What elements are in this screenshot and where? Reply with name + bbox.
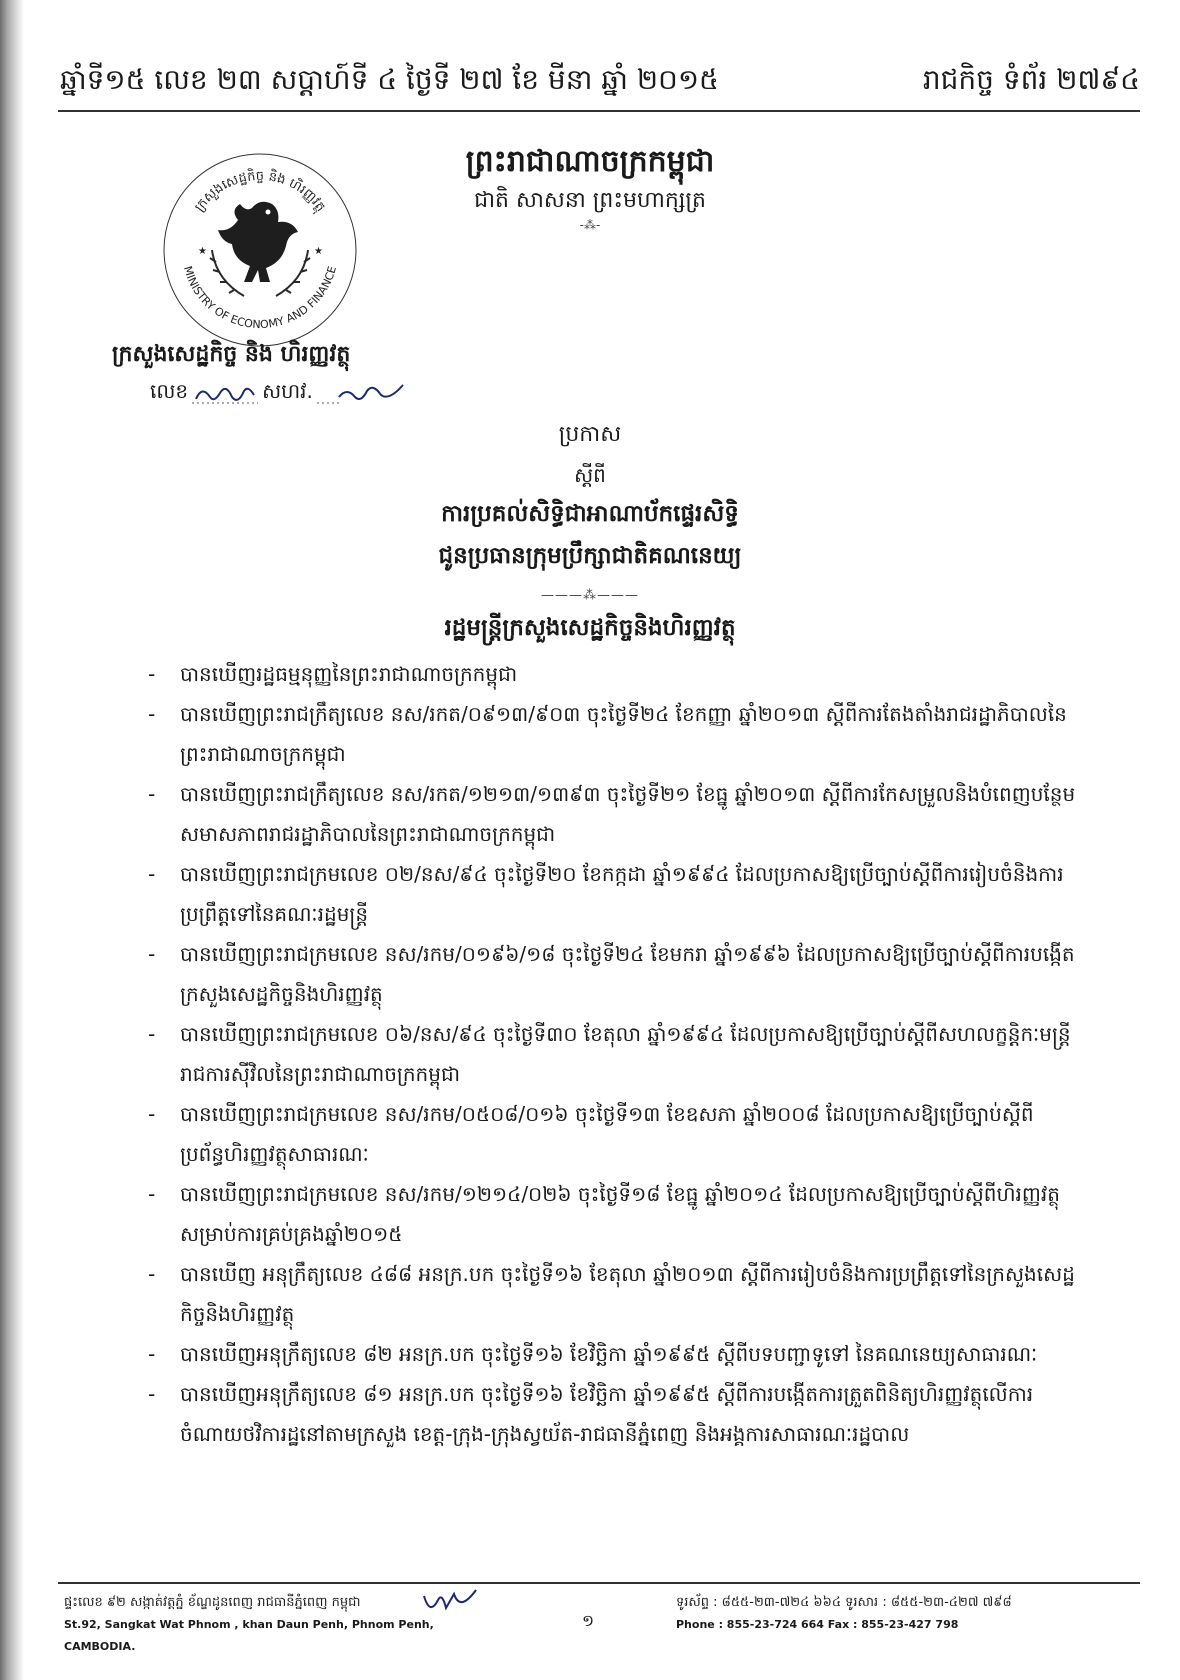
preamble-item: - បានឃើញ អនុក្រឹត្យលេខ ៤៨៨ អនក្រ.បក ចុះថ្ងៃទី១៦ ខែតុលា ឆ្នាំ២០១៣ ស្ដីពីការរៀបចំនិងការប្រព្រឹត្តទៅនៃក្រសួងសេដ្ឋកិច្ចនិងហិរញ្ញវត្ថុ: [148, 1262, 1075, 1326]
preamble-item: - បានឃើញព្រះរាជក្រមលេខ ០៦/នស/៩៤ ចុះថ្ងៃទី៣០ ខែតុលា ឆ្នាំ១៩៩៤ ដែលប្រកាសឱ្យប្រើច្បាប់ស្ដីពីសហលក្ខន្តិកៈមន្ត្រីរាជការស៊ីវិលនៃព្រះរាជាណាចក្រកម្ពុជា: [148, 1022, 1071, 1086]
preamble-item-text: បានឃើញព្រះរាជក្រមលេខ ០២/នស/៩៤ ចុះថ្ងៃទី២០ ខែកក្កដា ឆ្នាំ១៩៩៤ ដែលប្រកាសឱ្យប្រើច្បាប់ស្ដីពីការរៀបចំនិងការប្រព្រឹត្តទៅនៃគណៈរដ្ឋមន្ត្រី: [180, 862, 1064, 926]
preamble-item: - បានឃើញព្រះរាជក្រមលេខ នស/រកម/១២១៤/០២៦ ចុះថ្ងៃទី១៨ ខែធ្នូ ឆ្នាំ២០១៤ ដែលប្រកាសឱ្យប្រើច្បាប់ស្ដីពីហិរញ្ញវត្ថុសម្រាប់ការគ្រប់គ្រងឆ្នាំ២០១៥: [148, 1182, 1060, 1246]
seal-star-left-icon: ★: [198, 246, 207, 257]
reference-number-line: [150, 378, 460, 408]
preamble-item-text: បានឃើញរដ្ឋធម្មនុញ្ញនៃព្រះរាជាណាចក្រកម្ពុជា: [180, 662, 518, 686]
ministry-name: ក្រសួងសេដ្ឋកិច្ច និង ហិរញ្ញវត្ថុ: [112, 342, 351, 367]
header-rule: [58, 110, 1140, 112]
preamble-item: - បានឃើញព្រះរាជក្រមលេខ ០២/នស/៩៤ ចុះថ្ងៃទី២០ ខែកក្កដា ឆ្នាំ១៩៩៤ ដែលប្រកាសឱ្យប្រើច្បាប់ស្ដីពីការរៀបចំនិងការប្រព្រឹត្តទៅនៃគណៈរដ្ឋមន្ត្រី: [148, 862, 1064, 926]
preamble-item: - បានឃើញព្រះរាជក្រឹត្យលេខ នស/រកត/១២១៣/១៣៩៣ ចុះថ្ងៃទី២១ ខែធ្នូ ឆ្នាំ២០១៣ ស្ដីពីការកែសម្រួលនិងបំពេញបន្ថែមសមាសភាពរាជរដ្ឋាភិបាលនៃព្រះរាជាណាចក្រកម្ពុជា: [148, 782, 1076, 846]
divider-ornament: ———⁂———: [541, 588, 639, 603]
preamble-item-text: បានឃើញព្រះរាជក្រមលេខ ០៦/នស/៩៤ ចុះថ្ងៃទី៣០ ខែតុលា ឆ្នាំ១៩៩៤ ដែលប្រកាសឱ្យប្រើច្បាប់ស្ដីពីសហលក្ខន្តិកៈមន្ត្រីរាជការស៊ីវិលនៃព្រះរាជាណាចក្រកម្ពុជា: [180, 1022, 1071, 1086]
gazette-page-info: រាជកិច្ច ទំព័រ ២៧៩៤: [922, 63, 1140, 96]
document-issuer: រដ្ឋមន្ត្រីក្រសួងសេដ្ឋកិច្ចនិងហិរញ្ញវត្ថុ: [444, 615, 736, 641]
document-about: ស្ដីពី: [574, 463, 606, 487]
preamble-item: - បានឃើញព្រះរាជក្រមលេខ នស/រកម/០៥០៨/០១៦ ចុះថ្ងៃទី១៣ ខែឧសភា ឆ្នាំ២០០៨ ដែលប្រកាសឱ្យប្រើច្បាប់ស្ដីពីប្រព័ន្ធហិរញ្ញវត្ថុសាធារណៈ: [148, 1102, 1034, 1166]
motto-ornament: -⁂-: [579, 218, 601, 232]
gazette-issue-info: ឆ្នាំទី១៥ លេខ ២៣ សប្ដាហ៍ទី ៤ ថ្ងៃទី ២៧ ខែ មីនា ឆ្នាំ ២០១៥: [60, 63, 719, 96]
preamble-item-text: បានឃើញព្រះរាជក្រឹត្យលេខ នស/រកត/១២១៣/១៣៩៣ ចុះថ្ងៃទី២១ ខែធ្នូ ឆ្នាំ២០១៣ ស្ដីពីការកែសម្រួលនិងបំពេញបន្ថែមសមាសភាពរាជរដ្ឋាភិបាលនៃព្រះរាជាណាចក្រកម្ពុជា: [180, 782, 1076, 846]
footer-rule: [58, 1582, 1140, 1584]
ref-number-handwritten: [192, 379, 258, 407]
preamble-item-text: បានឃើញព្រះរាជក្រមលេខ នស/រកម/០៥០៨/០១៦ ចុះថ្ងៃទី១៣ ខែឧសភា ឆ្នាំ២០០៨ ដែលប្រកាសឱ្យប្រើច្បាប់ស្ដីពីប្រព័ន្ធហិរញ្ញវត្ថុសាធារណៈ: [180, 1102, 1034, 1166]
footer-phones-km: ទូរស័ព្ទ : ៨៥៥-២៣-៧២៤ ៦៦៤ ទូរសារ : ៨៥៥-២៣-៤២៧ ៧៩៨: [676, 1595, 1012, 1610]
preamble-item: - បានឃើញព្រះរាជក្រមលេខ នស/រកម/០១៩៦/១៨ ចុះថ្ងៃទី២៤ ខែមករា ឆ្នាំ១៩៩៦ ដែលប្រកាសឱ្យប្រើច្បាប់ស្ដីពីការបង្កើតក្រសួងសេដ្ឋកិច្ចនិងហិរញ្ញវត្ថុ: [148, 942, 1075, 1006]
preamble-item: - បានឃើញរដ្ឋធម្មនុញ្ញនៃព្រះរាជាណាចក្រកម្ពុជា: [148, 662, 518, 686]
preamble-item-text: បានឃើញព្រះរាជក្រឹត្យលេខ នស/រកត/០៩១៣/៩០៣ ចុះថ្ងៃទី២៤ ខែកញ្ញា ឆ្នាំ២០១៣ ស្ដីពីការតែងតាំងរាជរដ្ឋាភិបាលនៃព្រះរាជាណាចក្រកម្ពុជា: [180, 702, 1067, 766]
preamble-item-text: បានឃើញ អនុក្រឹត្យលេខ ៤៨៨ អនក្រ.បក ចុះថ្ងៃទី១៦ ខែតុលា ឆ្នាំ២០១៣ ស្ដីពីការរៀបចំនិងការប្រព្រឹត្តទៅនៃក្រសួងសេដ្ឋកិច្ចនិងហិរញ្ញវត្ថុ: [180, 1262, 1075, 1326]
preamble-item-text: បានឃើញព្រះរាជក្រមលេខ នស/រកម/១២១៤/០២៦ ចុះថ្ងៃទី១៨ ខែធ្នូ ឆ្នាំ២០១៤ ដែលប្រកាសឱ្យប្រើច្បាប់ស្ដីពីហិរញ្ញវត្ថុសម្រាប់ការគ្រប់គ្រងឆ្នាំ២០១៥: [180, 1182, 1060, 1246]
document-subject-line-1: ការប្រគល់សិទ្ធិជាអាណាប័កផ្ទេរសិទ្ធិ: [441, 501, 739, 527]
kingdom-motto: ជាតិ សាសនា ព្រះមហាក្សត្រ: [474, 188, 706, 213]
preamble-item: - បានឃើញអនុក្រឹត្យលេខ ៨១ អនក្រ.បក ចុះថ្ងៃទី១៦ ខែវិច្ឆិកា ឆ្នាំ១៩៩៥ ស្ដីពីការបង្កើតការត្រួតពិនិត្យហិរញ្ញវត្ថុលើការចំណាយថវិការដ្ឋនៅតាមក្រសួង ខេត្ត-ក្រុង-ក្រុងស្វយ័ត-រាជធានីភ្នំពេញ និងអង្គការសាធារណៈរដ្ឋបាល: [148, 1382, 1034, 1446]
seal-text-km: ក្រសួងសេដ្ឋកិច្ច និង ហិរញ្ញវត្ថុ: [192, 168, 329, 215]
document-type: ប្រកាស: [558, 422, 622, 447]
scan-edge-shadow: [0, 0, 24, 1680]
ref-code-handwritten: [317, 379, 407, 407]
preamble-item-text: បានឃើញអនុក្រឹត្យលេខ ៨១ អនក្រ.បក ចុះថ្ងៃទី១៦ ខែវិច្ឆិកា ឆ្នាំ១៩៩៥ ស្ដីពីការបង្កើតការត្រួតពិនិត្យហិរញ្ញវត្ថុលើការចំណាយថវិការដ្ឋនៅតាមក្រសួង ខេត្ត-ក្រុង-ក្រុងស្វយ័ត-រាជធានីភ្នំពេញ និងអង្គការសាធារណៈរដ្ឋបាល: [180, 1382, 1034, 1446]
footer-address-en: St.92, Sangkat Wat Phnom , khan Daun Penh, Phnom Penh, CAMBODIA.: [64, 1618, 434, 1653]
ministry-seal: [160, 150, 360, 350]
preamble-item: - បានឃើញអនុក្រឹត្យលេខ ៨២ អនក្រ.បក ចុះថ្ងៃទី១៦ ខែវិច្ឆិកា ឆ្នាំ១៩៩៥ ស្ដីពីបទបញ្ជាទូទៅ នៃគណនេយ្យសាធារណៈ: [148, 1342, 1038, 1366]
preamble-list: [148, 654, 1082, 1454]
preamble-item: - បានឃើញព្រះរាជក្រឹត្យលេខ នស/រកត/០៩១៣/៩០៣ ចុះថ្ងៃទី២៤ ខែកញ្ញា ឆ្នាំ២០១៣ ស្ដីពីការតែងតាំងរាជរដ្ឋាភិបាលនៃព្រះរាជាណាចក្រកម្ពុជា: [148, 702, 1067, 766]
ref-prefix: លេខ: [150, 379, 189, 403]
document-subject-line-2: ជូនប្រធានក្រុមប្រឹក្សាជាតិគណនេយ្យ: [438, 543, 742, 569]
page-number: ១: [581, 1611, 595, 1630]
seal-star-right-icon: ★: [314, 246, 323, 257]
footer-contacts: [676, 1592, 1116, 1636]
initials-signature: [420, 1586, 480, 1620]
footer-address-km: ផ្ទះលេខ ៩២ សង្កាត់វត្តភ្នំ ខ័ណ្ឌដូនពេញ រាជធានីភ្នំពេញ កម្ពុជា: [64, 1595, 361, 1610]
preamble-item-text: បានឃើញអនុក្រឹត្យលេខ ៨២ អនក្រ.បក ចុះថ្ងៃទី១៦ ខែវិច្ឆិកា ឆ្នាំ១៩៩៥ ស្ដីពីបទបញ្ជាទូទៅ នៃគណនេយ្យសាធារណៈ: [180, 1342, 1038, 1366]
kingdom-title: ព្រះរាជាណាចក្រកម្ពុជា: [465, 144, 715, 179]
ref-suffix: សហវ.: [262, 379, 313, 403]
seal-text-en: MINISTRY OF ECONOMY AND FINANCE: [180, 264, 340, 332]
preamble-item-text: បានឃើញព្រះរាជក្រមលេខ នស/រកម/០១៩៦/១៨ ចុះថ្ងៃទី២៤ ខែមករា ឆ្នាំ១៩៩៦ ដែលប្រកាសឱ្យប្រើច្បាប់ស្ដីពីការបង្កើតក្រសួងសេដ្ឋកិច្ចនិងហិរញ្ញវត្ថុ: [180, 942, 1075, 1006]
footer-phones-en: Phone : 855-23-724 664 Fax : 855-23-427 798: [676, 1618, 959, 1631]
rooster-emblem-icon: [218, 202, 298, 282]
gazette-header: [60, 62, 1140, 103]
